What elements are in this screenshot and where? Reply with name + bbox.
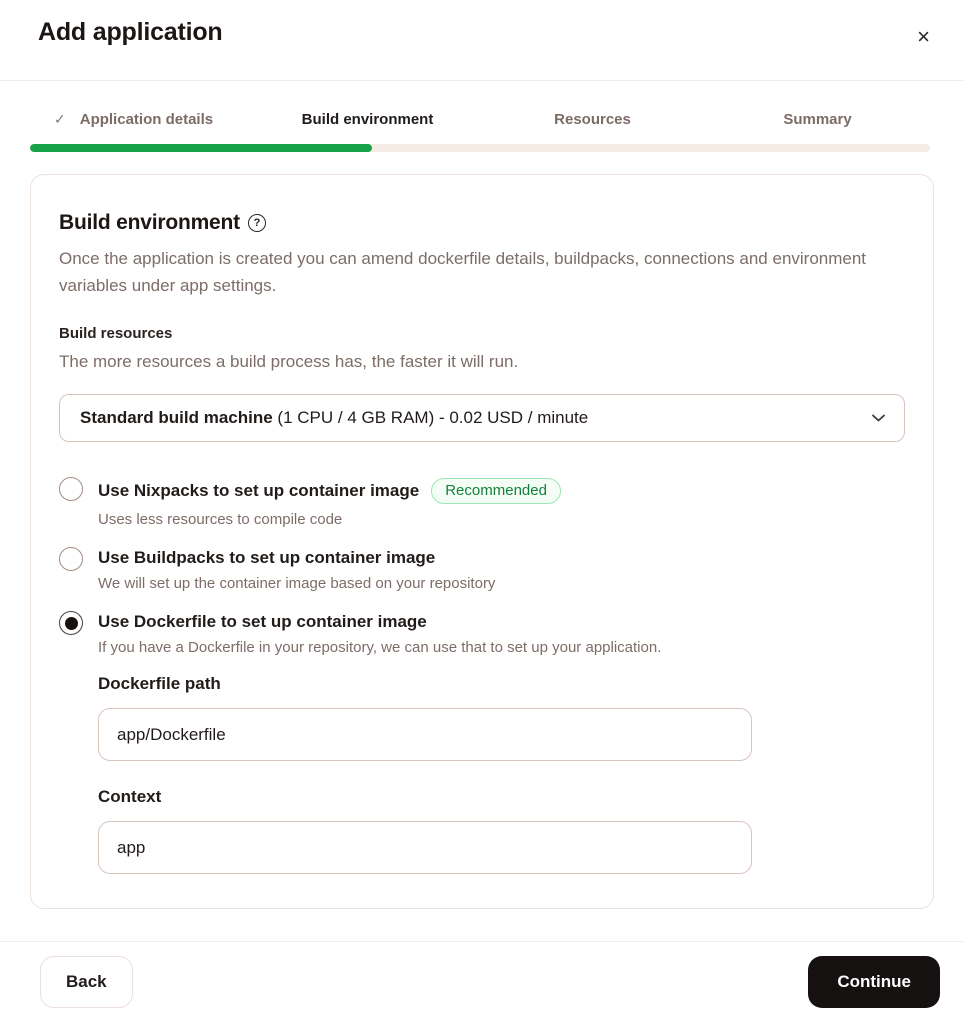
footer-divider <box>0 941 964 942</box>
option-nixpacks[interactable] <box>59 478 905 528</box>
build-resources-hint: The more resources a build process has, the faster it will run. <box>59 352 519 372</box>
modal-header <box>0 0 964 80</box>
back-button[interactable]: Back <box>40 956 133 1008</box>
option-dockerfile[interactable] <box>59 612 905 656</box>
option-buildpacks-label: Use Buildpacks to set up container image <box>98 548 436 568</box>
context-input[interactable] <box>98 821 752 874</box>
step-resources[interactable] <box>480 111 705 128</box>
section-description: Once the application is created you can amend dockerfile details, buildpacks, connections and environment variables under app settings. <box>59 249 867 296</box>
build-machine-details: (1 CPU / 4 GB RAM) - 0.02 USD / minute <box>272 408 589 428</box>
context-label: Context <box>98 787 162 807</box>
footer <box>0 956 964 1008</box>
step-label: Application details <box>79 111 214 128</box>
stepper-steps <box>30 111 930 128</box>
dockerfile-fields <box>98 674 905 874</box>
step-build-environment[interactable] <box>255 111 480 128</box>
wizard-stepper <box>0 81 964 152</box>
option-buildpacks-description: We will set up the container image based on your repository <box>98 575 496 593</box>
build-machine-selected-value <box>80 408 588 428</box>
continue-button[interactable]: Continue <box>808 956 940 1008</box>
chevron-down-icon <box>871 413 886 423</box>
radio-buildpacks[interactable] <box>59 547 83 571</box>
progress-bar-fill <box>30 144 372 152</box>
step-label: Resources <box>554 111 631 128</box>
dockerfile-path-label: Dockerfile path <box>98 674 221 694</box>
step-application-details[interactable] <box>30 111 255 128</box>
build-machine-select[interactable] <box>59 394 905 442</box>
build-environment-card <box>30 174 934 909</box>
option-nixpacks-label: Use Nixpacks to set up container image <box>98 481 420 501</box>
help-icon[interactable]: ? <box>248 214 266 232</box>
container-image-options <box>59 478 905 656</box>
check-icon: ✓ <box>54 111 66 127</box>
step-label: Build environment <box>301 111 434 128</box>
step-summary[interactable] <box>705 111 930 128</box>
build-resources-label: Build resources <box>59 325 173 343</box>
dockerfile-path-input[interactable] <box>98 708 752 761</box>
progress-bar-track <box>30 144 930 152</box>
modal-title: Add application <box>38 18 223 46</box>
recommended-badge: Recommended <box>431 478 561 504</box>
build-machine-name: Standard build machine <box>80 408 273 428</box>
radio-nixpacks[interactable] <box>59 477 83 501</box>
option-dockerfile-description: If you have a Dockerfile in your repository, we can use that to set up your application. <box>98 639 662 657</box>
option-nixpacks-description: Uses less resources to compile code <box>98 511 343 529</box>
radio-dockerfile[interactable] <box>59 611 83 635</box>
option-dockerfile-label: Use Dockerfile to set up container image <box>98 612 427 632</box>
section-title: Build environment <box>59 211 240 234</box>
close-icon[interactable]: × <box>911 20 936 54</box>
option-buildpacks[interactable] <box>59 548 905 592</box>
step-label: Summary <box>783 111 852 128</box>
